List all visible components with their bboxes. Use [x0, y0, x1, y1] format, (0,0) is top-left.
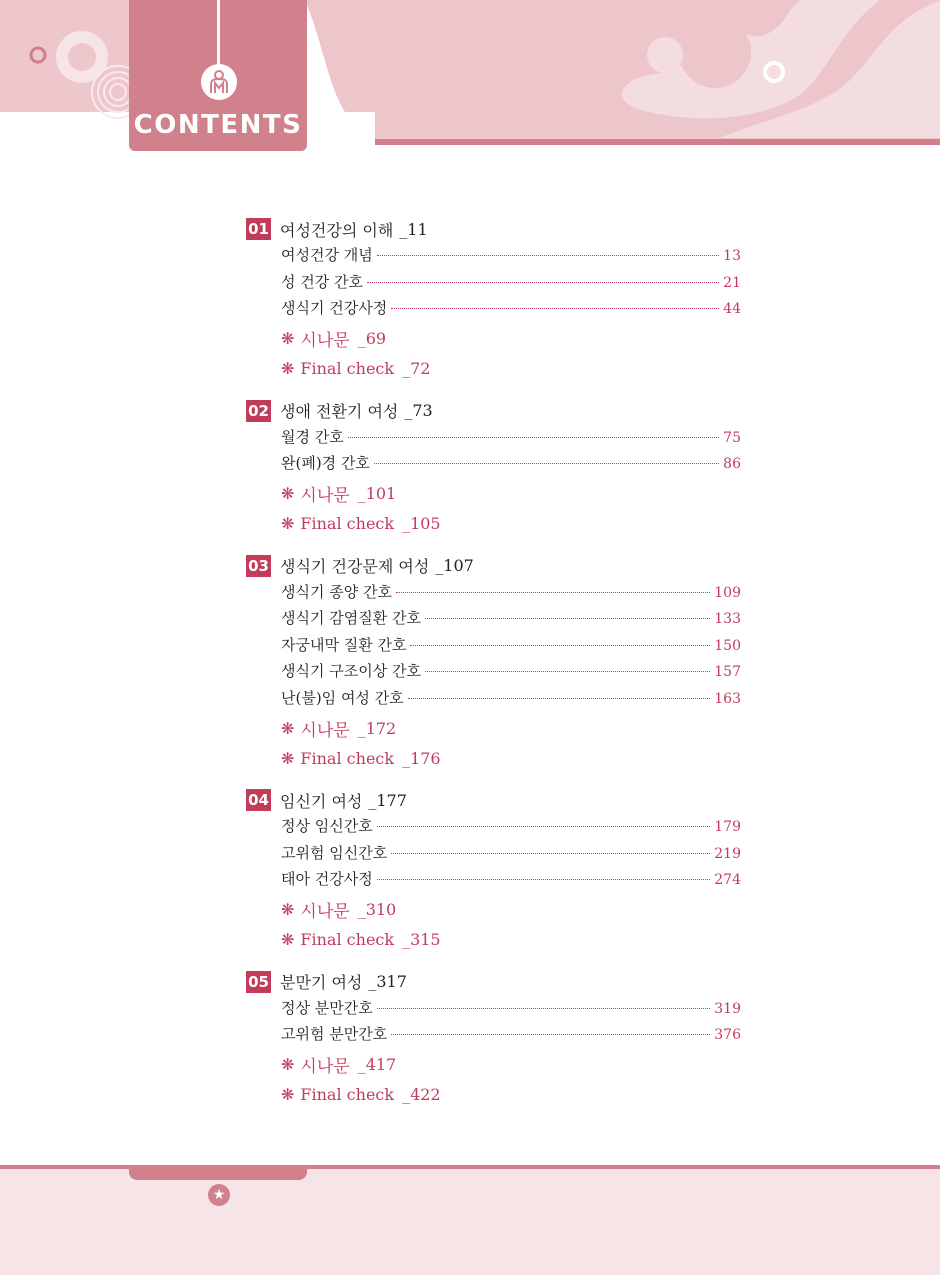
entry-title: 생식기 구조이상 간호: [281, 662, 421, 680]
page-title: CONTENTS: [133, 110, 303, 140]
dotted-leader: [377, 879, 711, 880]
chapter-page: _317: [368, 972, 407, 991]
entry-page: 13: [723, 248, 741, 264]
toc-extra-item[interactable]: [246, 324, 741, 354]
toc-entry[interactable]: [246, 687, 741, 714]
toc-entry[interactable]: [246, 426, 741, 453]
chapter-heading[interactable]: [246, 216, 741, 242]
entry-page: 163: [714, 690, 741, 707]
extra-label: 시나문: [300, 486, 350, 506]
dotted-leader: [391, 853, 710, 854]
entry-page: 133: [714, 611, 741, 627]
toc-extra-item[interactable]: [246, 509, 741, 539]
extra-page: _172: [357, 718, 397, 738]
dotted-leader: [425, 618, 710, 619]
entry-title: 생식기 건강사정: [281, 299, 388, 317]
tab-hanging-line: [217, 0, 220, 66]
entry-page: 44: [723, 301, 741, 317]
extra-label: Final check: [300, 930, 395, 949]
asterisk-icon: ❋: [281, 900, 295, 919]
asterisk-icon: ❋: [281, 930, 295, 949]
dotted-leader: [391, 308, 719, 309]
extra-label: 시나문: [300, 1057, 350, 1077]
star-icon: ★: [208, 1184, 230, 1206]
asterisk-icon: ❋: [281, 329, 295, 348]
chapter-heading[interactable]: [246, 553, 741, 579]
dotted-leader: [367, 282, 719, 283]
toc-entry[interactable]: [246, 815, 741, 842]
extra-page: _310: [357, 900, 397, 919]
extra-label: Final check: [300, 514, 395, 533]
person-icon: [201, 64, 237, 100]
entry-title: 여성건강 개념: [281, 246, 373, 264]
entry-title: 고위험 분만간호: [281, 1025, 388, 1043]
extra-page: _105: [402, 514, 441, 533]
entry-page: 86: [723, 456, 741, 472]
entry-page: 21: [723, 274, 741, 291]
asterisk-icon: ❋: [281, 748, 295, 768]
asterisk-icon: ❋: [281, 484, 295, 503]
entry-page: 376: [714, 1027, 741, 1043]
entry-title: 정상 분만간호: [281, 998, 373, 1017]
entry-title: 정상 임신간호: [281, 817, 373, 835]
dotted-leader: [374, 463, 719, 464]
entry-title: 태아 건강사정: [281, 870, 373, 888]
entry-title: 생식기 종양 간호: [281, 582, 392, 601]
toc-extra-item[interactable]: [246, 925, 741, 955]
chapter-number: 02: [246, 400, 271, 422]
chapter-page: _11: [399, 219, 428, 239]
entry-page: 319: [714, 1000, 741, 1017]
entry-page: 109: [714, 584, 741, 601]
table-of-contents: [246, 216, 741, 1124]
toc-extra-item[interactable]: [246, 479, 741, 509]
toc-entry[interactable]: [246, 244, 741, 271]
dotted-leader: [391, 1034, 710, 1035]
extra-label: Final check: [300, 1085, 395, 1104]
entry-title: 난(불)임 여성 간호: [281, 688, 404, 707]
dotted-leader: [377, 1008, 711, 1009]
entry-page: 274: [714, 872, 741, 888]
toc-extra-item[interactable]: [246, 1050, 741, 1080]
entry-page: 75: [723, 429, 741, 446]
entry-title: 월경 간호: [281, 427, 344, 446]
chapter-number: 04: [246, 789, 271, 811]
chapter-page: _107: [435, 556, 474, 575]
extra-page: _176: [402, 748, 441, 768]
chapter-section: [246, 969, 741, 1110]
extra-page: _72: [402, 359, 431, 378]
entry-title: 고위험 임신간호: [281, 843, 388, 862]
footer-tab: [129, 1165, 307, 1180]
chapter-number: 03: [246, 555, 271, 577]
chapter-title: 여성건강의 이해: [280, 220, 394, 240]
extra-label: Final check: [300, 359, 395, 378]
extra-page: _417: [357, 1055, 397, 1074]
extra-page: _315: [402, 930, 441, 949]
asterisk-icon: ❋: [281, 1055, 295, 1074]
dotted-leader: [410, 645, 710, 646]
chapter-heading[interactable]: [246, 969, 741, 995]
toc-entry[interactable]: [246, 297, 741, 324]
asterisk-icon: ❋: [281, 1085, 295, 1104]
chapter-title: 생애 전환기 여성: [280, 402, 399, 421]
chapter-title: 생식기 건강문제 여성: [280, 557, 430, 576]
dotted-leader: [377, 255, 719, 256]
asterisk-icon: ❋: [281, 359, 295, 378]
chapter-page: _177: [368, 790, 407, 810]
toc-extra-item[interactable]: [246, 713, 741, 743]
entry-page: 179: [714, 819, 741, 835]
toc-extra-item[interactable]: [246, 743, 741, 773]
asterisk-icon: ❋: [281, 514, 295, 533]
toc-entry[interactable]: [246, 1023, 741, 1050]
footer-band: [0, 1165, 940, 1275]
toc-extra-item[interactable]: [246, 354, 741, 384]
chapter-section: [246, 216, 741, 384]
chapter-page: _73: [404, 401, 433, 420]
chapter-title: 임신기 여성: [280, 791, 363, 811]
extra-label: Final check: [300, 748, 395, 768]
chapter-title: 분만기 여성: [280, 973, 363, 992]
chapter-number: 05: [246, 971, 271, 993]
toc-entry[interactable]: [246, 634, 741, 661]
chapter-section: [246, 553, 741, 774]
toc-entry[interactable]: [246, 997, 741, 1024]
entry-page: 150: [714, 637, 741, 654]
chapter-section: [246, 787, 741, 955]
chapter-number: 01: [246, 218, 271, 240]
entry-title: 완(폐)경 간호: [281, 454, 370, 472]
toc-entry[interactable]: [246, 581, 741, 608]
toc-entry[interactable]: [246, 842, 741, 869]
chapter-heading[interactable]: [246, 787, 741, 813]
extra-label: 시나문: [300, 331, 350, 351]
entry-title: 성 건강 간호: [281, 272, 363, 291]
toc-entry[interactable]: [246, 660, 741, 687]
chapter-heading[interactable]: [246, 398, 741, 424]
dotted-leader: [425, 671, 710, 672]
dotted-leader: [348, 437, 719, 438]
extra-page: _422: [402, 1085, 441, 1104]
dotted-leader: [396, 592, 710, 593]
entry-page: 219: [714, 845, 741, 862]
entry-title: 생식기 감염질환 간호: [281, 609, 421, 627]
toc-entry[interactable]: [246, 452, 741, 479]
entry-title: 자궁내막 질환 간호: [281, 635, 407, 654]
toc-entry[interactable]: [246, 271, 741, 298]
extra-page: _69: [357, 329, 387, 348]
entry-page: 157: [714, 664, 741, 680]
dotted-leader: [408, 698, 711, 699]
toc-entry[interactable]: [246, 607, 741, 634]
extra-label: 시나문: [300, 720, 350, 741]
chapter-section: [246, 398, 741, 539]
extra-page: _101: [357, 484, 397, 503]
toc-entry[interactable]: [246, 868, 741, 895]
toc-extra-item[interactable]: [246, 895, 741, 925]
toc-extra-item[interactable]: [246, 1080, 741, 1110]
dotted-leader: [377, 826, 711, 827]
extra-label: 시나문: [300, 902, 350, 922]
asterisk-icon: ❋: [281, 718, 295, 738]
